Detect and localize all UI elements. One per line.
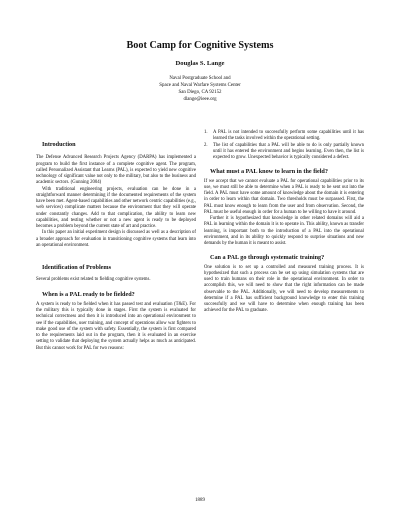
page-number: 1889 (195, 498, 205, 503)
list-number: 2. (204, 142, 208, 148)
affiliation-line: Space and Naval Warfare Systems Center (159, 83, 241, 89)
left-column (36, 130, 196, 352)
section-heading-problems: Identification of Problems (42, 264, 111, 271)
author-email: dlange@ieee.org (183, 97, 217, 103)
list-item (204, 130, 364, 143)
list-text: The list of capabilities that a PAL will be able to do is only partially known until it has entered the environment and begins learning. Even then, the list is expected to grow. Unexpected behavior is typically considered a defect. (213, 142, 364, 160)
list-item (204, 143, 364, 162)
right-column (204, 130, 364, 315)
list-number: 1. (204, 130, 208, 135)
affiliation-line: San Diego, CA 92152 (178, 90, 222, 96)
paper-title: Boot Camp for Cognitive Systems (126, 40, 274, 51)
author-affiliation (0, 75, 400, 103)
subsection-heading-training: Can a PAL go through systematic training? (210, 254, 325, 262)
training-paragraph: One solution is to set up a controlled and measured training process. It is hypothesized that such a process can be set up using simulation systems that are used to train humans on their role in the operational environment. In order to accomplish this, we will need to show that the right information can be made observable to the PAL. Additionally, we will need to develop measurements to determine if a PAL has sufficient background knowledge to enter this training successfully and we will have to determine when enough training has been achieved for the PAL to graduate. (204, 264, 364, 314)
intro-paragraph: In this paper an initial experiment design is discussed as well as a description of a broader approach for evaluation in transitioning cognitive systems that learn into an operational environment. (36, 230, 196, 248)
ready-paragraph: A system is ready to be fielded when it has passed test and evaluation (T&E). For the military this is typically done in stages. First the system is evaluated for technical correctness and then it is introduced into an operational environment to see if the capabilities, user training, and concept of operations allow war fighters to make good use of the system with safety. Essentially, the system is first compared to the requirements laid out in the program, then it is evaluated in an exercise setting to validate that deploying the system actually helps as much as anticipated. But this cannot work for PAL for two reasons: (36, 301, 196, 351)
know-paragraph: If we accept that we cannot evaluate a PAL for operational capabilities prior to its use, we must still be able to determine when a PAL is ready to be sent out into the field. A PAL must have some amount of knowledge about the domain it is entering in order to learn within that domain. Two thresholds must be surpassed. First, the PAL must know enough to learn from the user and from observation. Second, the PAL must be useful enough in order for a human to be willing to have it around. (204, 178, 364, 215)
intro-paragraph: The Defense Advanced Research Projects Agency (DARPA) has implemented a program to build the first instance of a complete cognitive agent. The program, called Personalized Assistant that Learns (PAL), is expected to yield new cognitive technology of significant value not only to the military, but also to the business and academic sectors. (Gunning 2004) (36, 155, 196, 186)
affiliation-line: Naval Postgraduate School and (169, 76, 231, 81)
section-heading-introduction: Introduction (42, 141, 76, 148)
problems-paragraph: Several problems exist related to fielding cognitive systems. (36, 277, 151, 283)
know-paragraph: Further it is hypothesized that knowledge in other related domains will aid a PAL in learning within the domain it is to operate in. This ability, known as transfer learning, is important both to the introduction of a PAL into the operational environment, and in its ability to quickly respond to surprise situations and new demands by the human it is meant to assist. (204, 216, 364, 246)
numbered-list (204, 130, 364, 161)
subsection-heading-ready: When is a PAL ready to be fielded? (42, 290, 135, 298)
list-text: A PAL is not intended to successfully perform some capabilities until it has learned the tasks involved within the operational setting. (213, 130, 364, 142)
paper-author: Douglas S. Lange (175, 60, 225, 67)
intro-paragraph: With traditional engineering projects, evaluation can be done in a straightforward manner determining if the documented requirements of the system have been met. Agent-based capabilities and other network centric capabilities (e.g., web services) complicate matters because the environment that they will operate under constantly changes. Add to that complication, the ability to learn new capabilities, and testing whether or not a new agent is ready to be deployed becomes a problem beyond the current state of art and practice. (36, 186, 196, 229)
subsection-heading-know: What must a PAL know to learn in the field? (210, 168, 328, 176)
